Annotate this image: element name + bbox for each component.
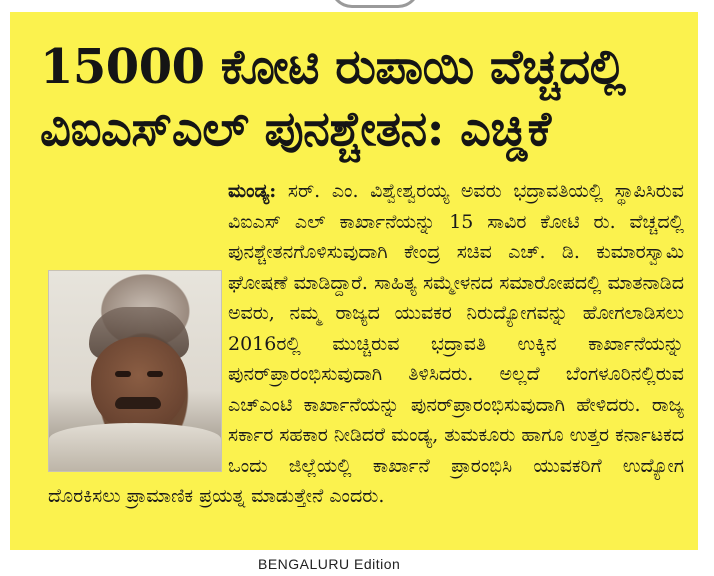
headline-line-1: 15000 ಕೋಟಿ ರುಪಾಯಿ ವೆಚ್ಚದಲ್ಲಿ <box>40 39 626 95</box>
edition-label: BENGALURU Edition <box>258 556 401 572</box>
article-body <box>48 176 684 512</box>
photo-wrap-spacer <box>48 270 228 470</box>
dateline: ಮಂಡ್ಯ: <box>228 180 277 202</box>
page-ornament-arc <box>330 0 420 8</box>
article-body-text: ಸರ್. ಎಂ. ವಿಶ್ವೇಶ್ವರಯ್ಯ ಅವರು ಭದ್ರಾವತಿಯಲ್ಲಿ ಸ್ಥಾಪಿಸಿರುವ ವಿಐಎಸ್ ಎಲ್ ಕಾರ್ಖಾನೆಯನ್ನು 15 ಸಾವಿರ ಕೋಟಿ ರು. ವೆಚ್ಚದಲ್ಲಿ ಪುನಶ್ಚೇತನಗೊಳಿಸುವುದಾಗಿ ಕೇಂದ್ರ ಸಚಿವ ಎಚ್. ಡಿ. ಕುಮಾರಸ್ವಾಮಿ ಘೋಷಣೆ ಮಾಡಿದ್ದಾರೆ. ಸಾಹಿತ್ಯ ಸಮ್ಮೇಳನದ ಸಮಾರೋಪದಲ್ಲಿ ಮಾತನಾಡಿದ ಅವರು, ನಮ್ಮ ರಾಜ್ಯದ ಯುವಕರ ನಿರುದ್ಯೋಗವನ್ನು ಹೋಗಲಾಡಿಸಲು 2016ರಲ್ಲಿ ಮುಚ್ಚಿರುವ ಭದ್ರಾವತಿ ಉಕ್ಕಿನ ಕಾರ್ಖಾನೆಯನ್ನು ಪುನರ್‌ಪ್ರಾರಂಭಿಸುವುದಾಗಿ ತಿಳಿಸಿದರು. ಅಲ್ಲದೆ ಬೆಂಗಳೂರಿನಲ್ಲಿರುವ ಎಚ್‌ಎಂಟಿ ಕಾರ್ಖಾನೆಯನ್ನು ಪುನರ್‌ಪ್ರಾರಂಭಿಸುವುದಾಗಿ ಹೇಳಿದರು. ರಾಜ್ಯ ಸರ್ಕಾರ ಸಹಕಾರ ನೀಡಿದರೆ ಮಂಡ್ಯ, ತುಮಕೂರು ಹಾಗೂ ಉತ್ತರ ಕರ್ನಾಟಕದ ಒಂದು ಜಿಲ್ಲೆಯಲ್ಲಿ ಕಾರ್ಖಾನೆ ಪ್ರಾರಂಭಿಸಿ ಯುವಕರಿಗೆ ಉದ್ಯೋಗ ದೊರಕಿಸಲು ಪ್ರಾಮಾಣಿಕ ಪ್ರಯತ್ನ ಮಾಡುತ್ತೇನೆ ಎಂದರು. <box>48 180 685 507</box>
article-headline <box>40 36 680 160</box>
headline-line-2: ವಿಐಎಸ್‌ಎಲ್ ಪುನಶ್ಚೇತನ: ಎಚ್ಡಿಕೆ <box>40 101 551 157</box>
